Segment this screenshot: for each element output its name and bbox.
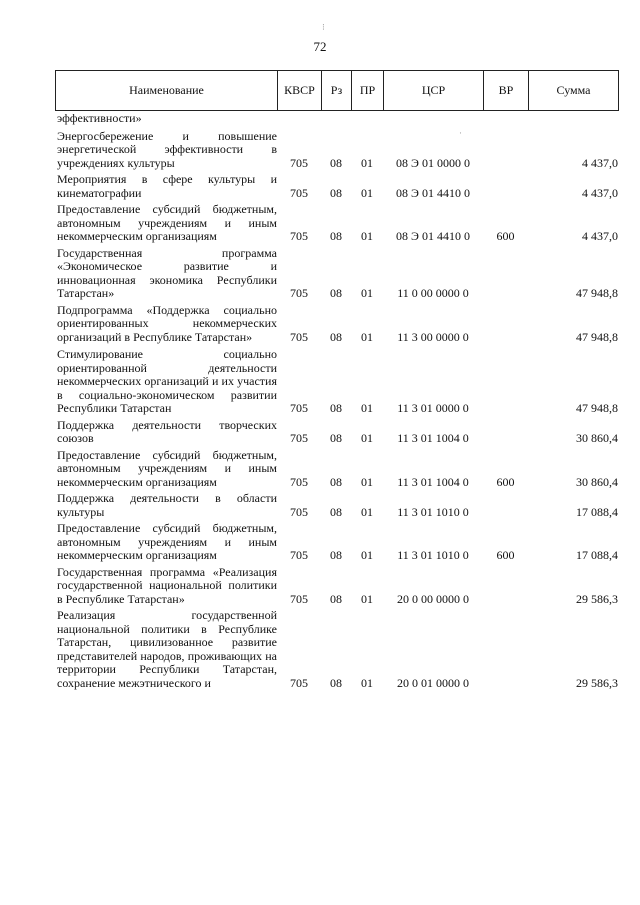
cell-name: Реализация государственной национальной политики в Республике Татарстан, цивилизованное развитие представителей народов, проживающих на территории Республики Татарстан, сохранение межэтнического и bbox=[57, 608, 277, 690]
cell-pr: 01 bbox=[361, 401, 373, 415]
cell-name: Поддержка деятельности творческих союзов bbox=[57, 417, 277, 445]
cell-sum: 17 088,4 bbox=[576, 548, 618, 562]
cell-pr: 01 bbox=[361, 675, 373, 690]
cell-sum: 17 088,4 bbox=[576, 504, 618, 519]
cell-sum: 29 586,3 bbox=[576, 675, 618, 690]
table-row bbox=[55, 566, 618, 607]
cell-rz: 08 bbox=[330, 675, 342, 690]
scan-mark: ⁝ bbox=[322, 22, 325, 32]
cell-name: Предоставление субсидий бюджетным, автономным учреждениям и иным некоммерческим организациям bbox=[57, 202, 277, 243]
cell-kvsr: 705 bbox=[290, 155, 308, 170]
header-pr: ПР bbox=[352, 71, 384, 111]
table-row bbox=[55, 492, 618, 519]
cell-csr: 11 3 01 0000 0 bbox=[397, 401, 469, 415]
cell-kvsr: 705 bbox=[290, 329, 308, 344]
cell-kvsr: 705 bbox=[290, 431, 308, 445]
cell-vr: 600 bbox=[496, 548, 515, 562]
cell-sum: 30 860,4 bbox=[576, 474, 618, 489]
cell-kvsr: 705 bbox=[290, 185, 308, 200]
cell-vr: 600 bbox=[496, 474, 515, 489]
cell-sum: 4 437,0 bbox=[582, 185, 618, 200]
cell-pr: 01 bbox=[361, 155, 373, 170]
cell-name: эффективности» bbox=[57, 111, 142, 125]
cell-csr: 11 3 01 1010 0 bbox=[397, 504, 469, 519]
cell-rz: 08 bbox=[330, 548, 342, 562]
cell-kvsr: 705 bbox=[290, 591, 308, 606]
table-row bbox=[55, 130, 618, 171]
cell-rz: 08 bbox=[330, 329, 342, 344]
cell-name: Предоставление субсидий бюджетным, автономным учреждениям и иным некоммерческим организациям bbox=[57, 521, 277, 562]
cell-name: Поддержка деятельности в области культуры bbox=[57, 491, 277, 519]
cell-sum: 29 586,3 bbox=[576, 591, 618, 606]
table-row bbox=[55, 419, 618, 446]
cell-name: Государственная программа «Экономическое развитие и инновационная экономика Республики Татарстан» bbox=[57, 245, 277, 300]
table-row bbox=[55, 247, 618, 301]
cell-rz: 08 bbox=[330, 401, 342, 415]
cell-csr: 08 Э 01 4410 0 bbox=[396, 185, 470, 200]
page-number: 72 bbox=[313, 39, 327, 54]
cell-sum: 30 860,4 bbox=[576, 431, 618, 445]
table-body bbox=[55, 112, 618, 690]
cell-kvsr: 705 bbox=[290, 229, 308, 243]
table-row bbox=[55, 449, 618, 490]
cell-rz: 08 bbox=[330, 286, 342, 300]
cell-rz: 08 bbox=[330, 474, 342, 489]
cell-pr: 01 bbox=[361, 431, 373, 445]
cell-rz: 08 bbox=[330, 155, 342, 170]
cell-csr: 11 3 01 1004 0 bbox=[397, 431, 469, 445]
cell-vr: 600 bbox=[496, 229, 515, 243]
cell-rz: 08 bbox=[330, 504, 342, 519]
cell-name: Государственная программа «Реализация государственной национальной политики в Республике Татарстан» bbox=[57, 564, 277, 606]
table-row bbox=[55, 112, 618, 126]
table-row bbox=[55, 609, 618, 690]
cell-sum: 47 948,8 bbox=[576, 286, 618, 300]
cell-rz: 08 bbox=[330, 591, 342, 606]
cell-pr: 01 bbox=[361, 329, 373, 344]
cell-name: Мероприятия в сфере культуры и кинематографии bbox=[57, 172, 277, 200]
scan-mark: · bbox=[459, 128, 462, 138]
cell-rz: 08 bbox=[330, 185, 342, 200]
cell-kvsr: 705 bbox=[290, 675, 308, 690]
cell-pr: 01 bbox=[361, 548, 373, 562]
cell-pr: 01 bbox=[361, 286, 373, 300]
header-vr: ВР bbox=[484, 71, 529, 111]
table-row bbox=[55, 173, 618, 200]
table-row bbox=[55, 304, 618, 345]
table-header bbox=[55, 70, 618, 111]
cell-kvsr: 705 bbox=[290, 286, 308, 300]
cell-name: Предоставление субсидий бюджетным, автономным учреждениям и иным некоммерческим организациям bbox=[57, 447, 277, 489]
cell-sum: 4 437,0 bbox=[582, 155, 618, 170]
cell-name: Энергосбережение и повышение энергетической эффективности в учреждениях культуры bbox=[57, 128, 277, 170]
header-csr: ЦСР bbox=[384, 71, 484, 111]
table-row bbox=[55, 522, 618, 563]
cell-kvsr: 705 bbox=[290, 548, 308, 562]
header-kvsr: КВСР bbox=[278, 71, 322, 111]
header-rz: Рз bbox=[322, 71, 352, 111]
cell-csr: 20 0 00 0000 0 bbox=[397, 591, 469, 606]
cell-csr: 20 0 01 0000 0 bbox=[397, 675, 469, 690]
cell-sum: 4 437,0 bbox=[582, 229, 618, 243]
cell-pr: 01 bbox=[361, 474, 373, 489]
cell-pr: 01 bbox=[361, 229, 373, 243]
cell-name: Стимулирование социально ориентированной деятельности некоммерческих организаций и их участия в социально-экономическом развитии Республики Татарстан bbox=[57, 347, 277, 415]
cell-pr: 01 bbox=[361, 185, 373, 200]
cell-sum: 47 948,8 bbox=[576, 401, 618, 415]
cell-kvsr: 705 bbox=[290, 474, 308, 489]
cell-kvsr: 705 bbox=[290, 401, 308, 415]
cell-csr: 08 Э 01 4410 0 bbox=[396, 229, 470, 243]
header-sum: Сумма bbox=[529, 71, 619, 111]
table-row bbox=[55, 203, 618, 244]
cell-csr: 11 3 00 0000 0 bbox=[397, 329, 469, 344]
cell-name: Подпрограмма «Поддержка социально ориентированных некоммерческих организаций в Республике Татарстан» bbox=[57, 302, 277, 344]
cell-rz: 08 bbox=[330, 431, 342, 445]
cell-csr: 11 3 01 1010 0 bbox=[397, 548, 469, 562]
cell-kvsr: 705 bbox=[290, 504, 308, 519]
cell-csr: 08 Э 01 0000 0 bbox=[396, 155, 470, 170]
cell-pr: 01 bbox=[361, 504, 373, 519]
cell-sum: 47 948,8 bbox=[576, 329, 618, 344]
cell-csr: 11 3 01 1004 0 bbox=[397, 474, 469, 489]
table-row bbox=[55, 348, 618, 416]
cell-pr: 01 bbox=[361, 591, 373, 606]
cell-csr: 11 0 00 0000 0 bbox=[397, 286, 469, 300]
header-name: Наименование bbox=[56, 71, 278, 111]
cell-rz: 08 bbox=[330, 229, 342, 243]
